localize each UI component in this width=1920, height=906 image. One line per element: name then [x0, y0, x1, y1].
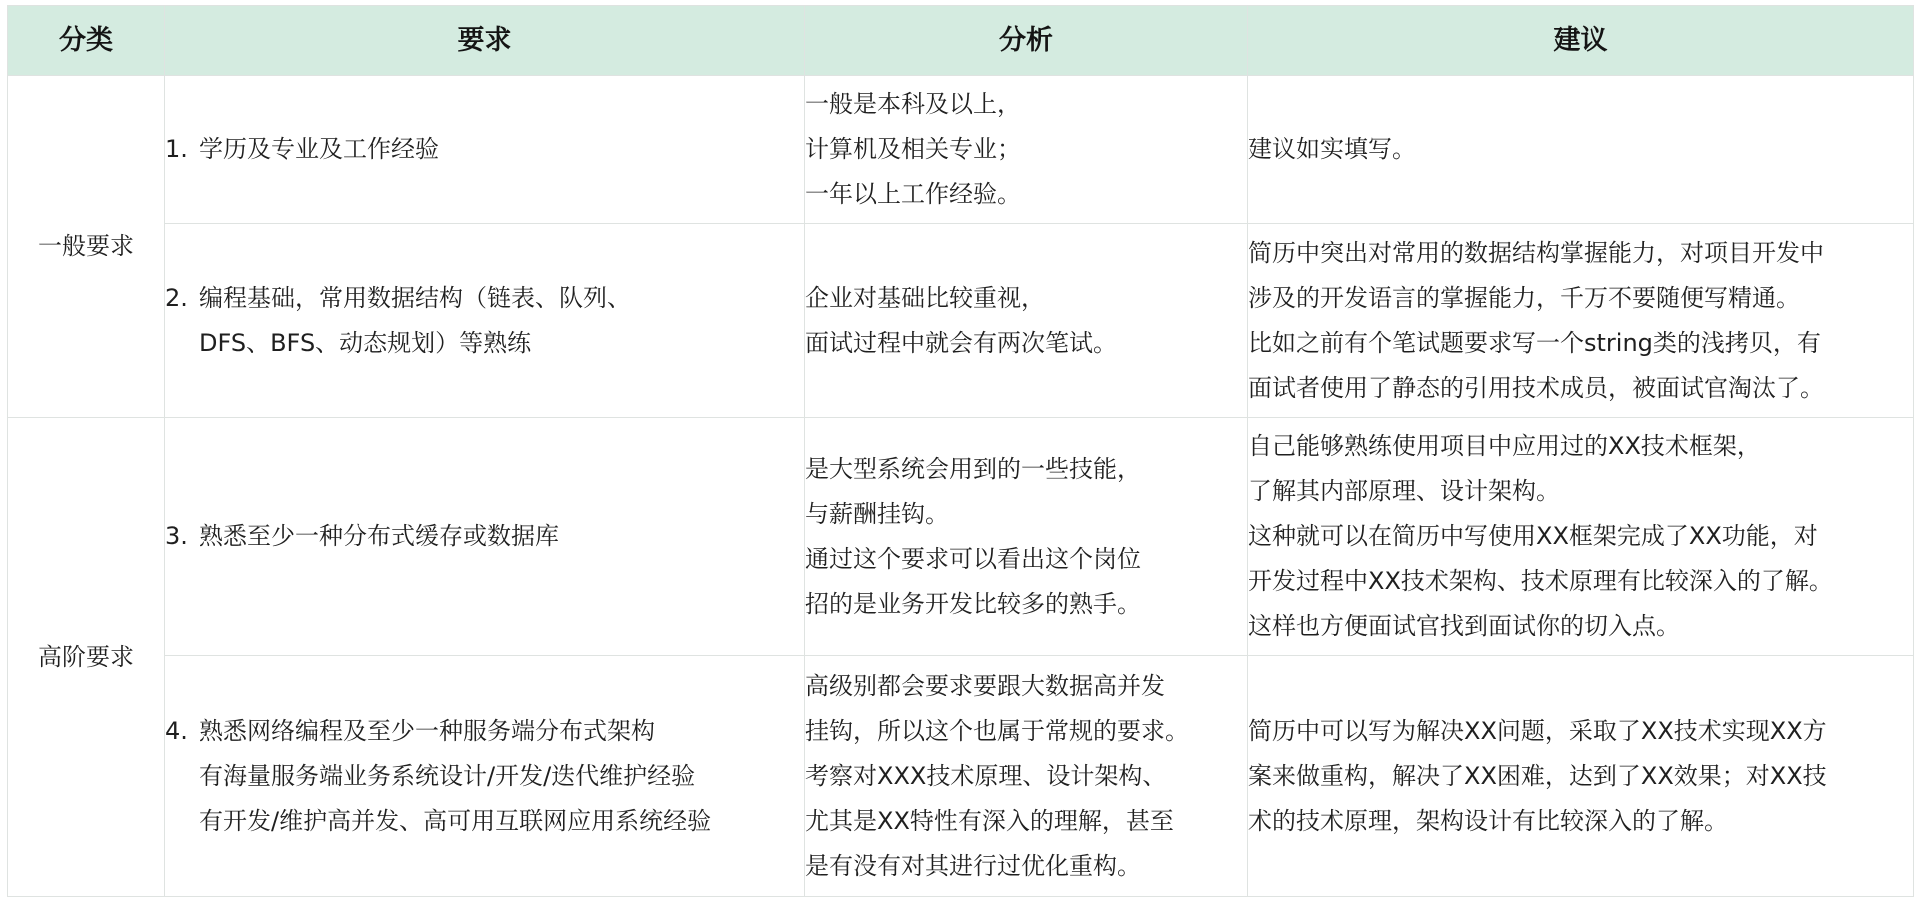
- analysis-line: 是大型系统会用到的一些技能，: [805, 454, 1141, 483]
- suggestion-line: 自己能够熟练使用项目中应用过的XX技术框架，: [1248, 432, 1761, 460]
- requirement-text: 编程基础，常用数据结构（链表、队列、: [199, 283, 631, 312]
- analysis-line: 尤其是XX特性有深入的理解，甚至: [805, 806, 1174, 835]
- analysis-cell: [805, 656, 1248, 897]
- requirement-cell: [165, 656, 805, 897]
- requirements-table: [7, 5, 1914, 897]
- suggestion-cell: [1248, 418, 1914, 656]
- header-category: 分类: [8, 6, 165, 76]
- item-number: 1.: [165, 135, 188, 163]
- analysis-cell: [805, 76, 1248, 224]
- requirement-text: DFS、BFS、动态规划）等熟练: [199, 328, 532, 357]
- item-number: 3.: [165, 522, 188, 550]
- requirement-text: 有海量服务端业务系统设计/开发/迭代维护经验: [199, 761, 696, 790]
- suggestion-cell: [1248, 656, 1914, 897]
- header-analysis: 分析: [805, 6, 1248, 76]
- analysis-cell: [805, 224, 1248, 418]
- suggestion-line: 这样也方便面试官找到面试你的切入点。: [1248, 612, 1680, 640]
- analysis-line: 考察对XXX技术原理、设计架构、: [805, 761, 1167, 790]
- requirement-text: 有开发/维护高并发、高可用互联网应用系统经验: [199, 806, 712, 835]
- analysis-line: 通过这个要求可以看出这个岗位: [805, 544, 1141, 573]
- suggestion-line: 建议如实填写。: [1248, 135, 1416, 163]
- analysis-line: 企业对基础比较重视，: [805, 283, 1045, 312]
- analysis-line: 计算机及相关专业；: [805, 135, 1021, 163]
- category-cell-advanced: 高阶要求: [8, 418, 165, 897]
- suggestion-line: 了解其内部原理、设计架构。: [1248, 477, 1560, 505]
- suggestion-cell: [1248, 224, 1914, 418]
- suggestion-line: 简历中可以写为解决XX问题，采取了XX技术实现XX方: [1248, 716, 1827, 745]
- requirement-cell: [165, 224, 805, 418]
- table-row: [8, 76, 1914, 224]
- suggestion-line: 面试者使用了静态的引用技术成员，被面试官淘汰了。: [1248, 373, 1824, 402]
- requirement-text: 熟悉网络编程及至少一种服务端分布式架构: [199, 716, 655, 745]
- analysis-line: 与薪酬挂钩。: [805, 499, 949, 528]
- item-number: 4.: [165, 716, 188, 745]
- table-row: [8, 418, 1914, 656]
- header-requirement: 要求: [165, 6, 805, 76]
- suggestion-line: 涉及的开发语言的掌握能力，千万不要随便写精通。: [1248, 283, 1800, 312]
- category-cell-general: 一般要求: [8, 76, 165, 418]
- analysis-line: 挂钩，所以这个也属于常规的要求。: [805, 716, 1189, 745]
- table-row: [8, 224, 1914, 418]
- analysis-line: 招的是业务开发比较多的熟手。: [805, 589, 1141, 618]
- requirement-text: 熟悉至少一种分布式缓存或数据库: [199, 522, 559, 550]
- suggestion-line: 术的技术原理，架构设计有比较深入的了解。: [1248, 806, 1728, 835]
- header-suggestion: 建议: [1248, 6, 1914, 76]
- requirement-cell: [165, 76, 805, 224]
- suggestion-line: 案来做重构，解决了XX困难，达到了XX效果；对XX技: [1248, 761, 1827, 790]
- suggestion-line: 简历中突出对常用的数据结构掌握能力，对项目开发中: [1248, 238, 1824, 267]
- analysis-line: 是有没有对其进行过优化重构。: [805, 851, 1141, 880]
- analysis-cell: [805, 418, 1248, 656]
- analysis-line: 高级别都会要求要跟大数据高并发: [805, 671, 1165, 700]
- suggestion-cell: [1248, 76, 1914, 224]
- header-row: [8, 6, 1914, 76]
- suggestion-line: 这种就可以在简历中写使用XX框架完成了XX功能，对: [1248, 522, 1818, 550]
- analysis-line: 一年以上工作经验。: [805, 180, 1021, 208]
- suggestion-line: 开发过程中XX技术架构、技术原理有比较深入的了解。: [1248, 567, 1833, 595]
- analysis-line: 一般是本科及以上，: [805, 90, 1021, 118]
- requirement-cell: [165, 418, 805, 656]
- table-row: [8, 656, 1914, 897]
- suggestion-line: 比如之前有个笔试题要求写一个string类的浅拷贝，有: [1248, 328, 1821, 357]
- item-number: 2.: [165, 283, 188, 312]
- analysis-line: 面试过程中就会有两次笔试。: [805, 328, 1117, 357]
- requirement-text: 学历及专业及工作经验: [199, 135, 439, 163]
